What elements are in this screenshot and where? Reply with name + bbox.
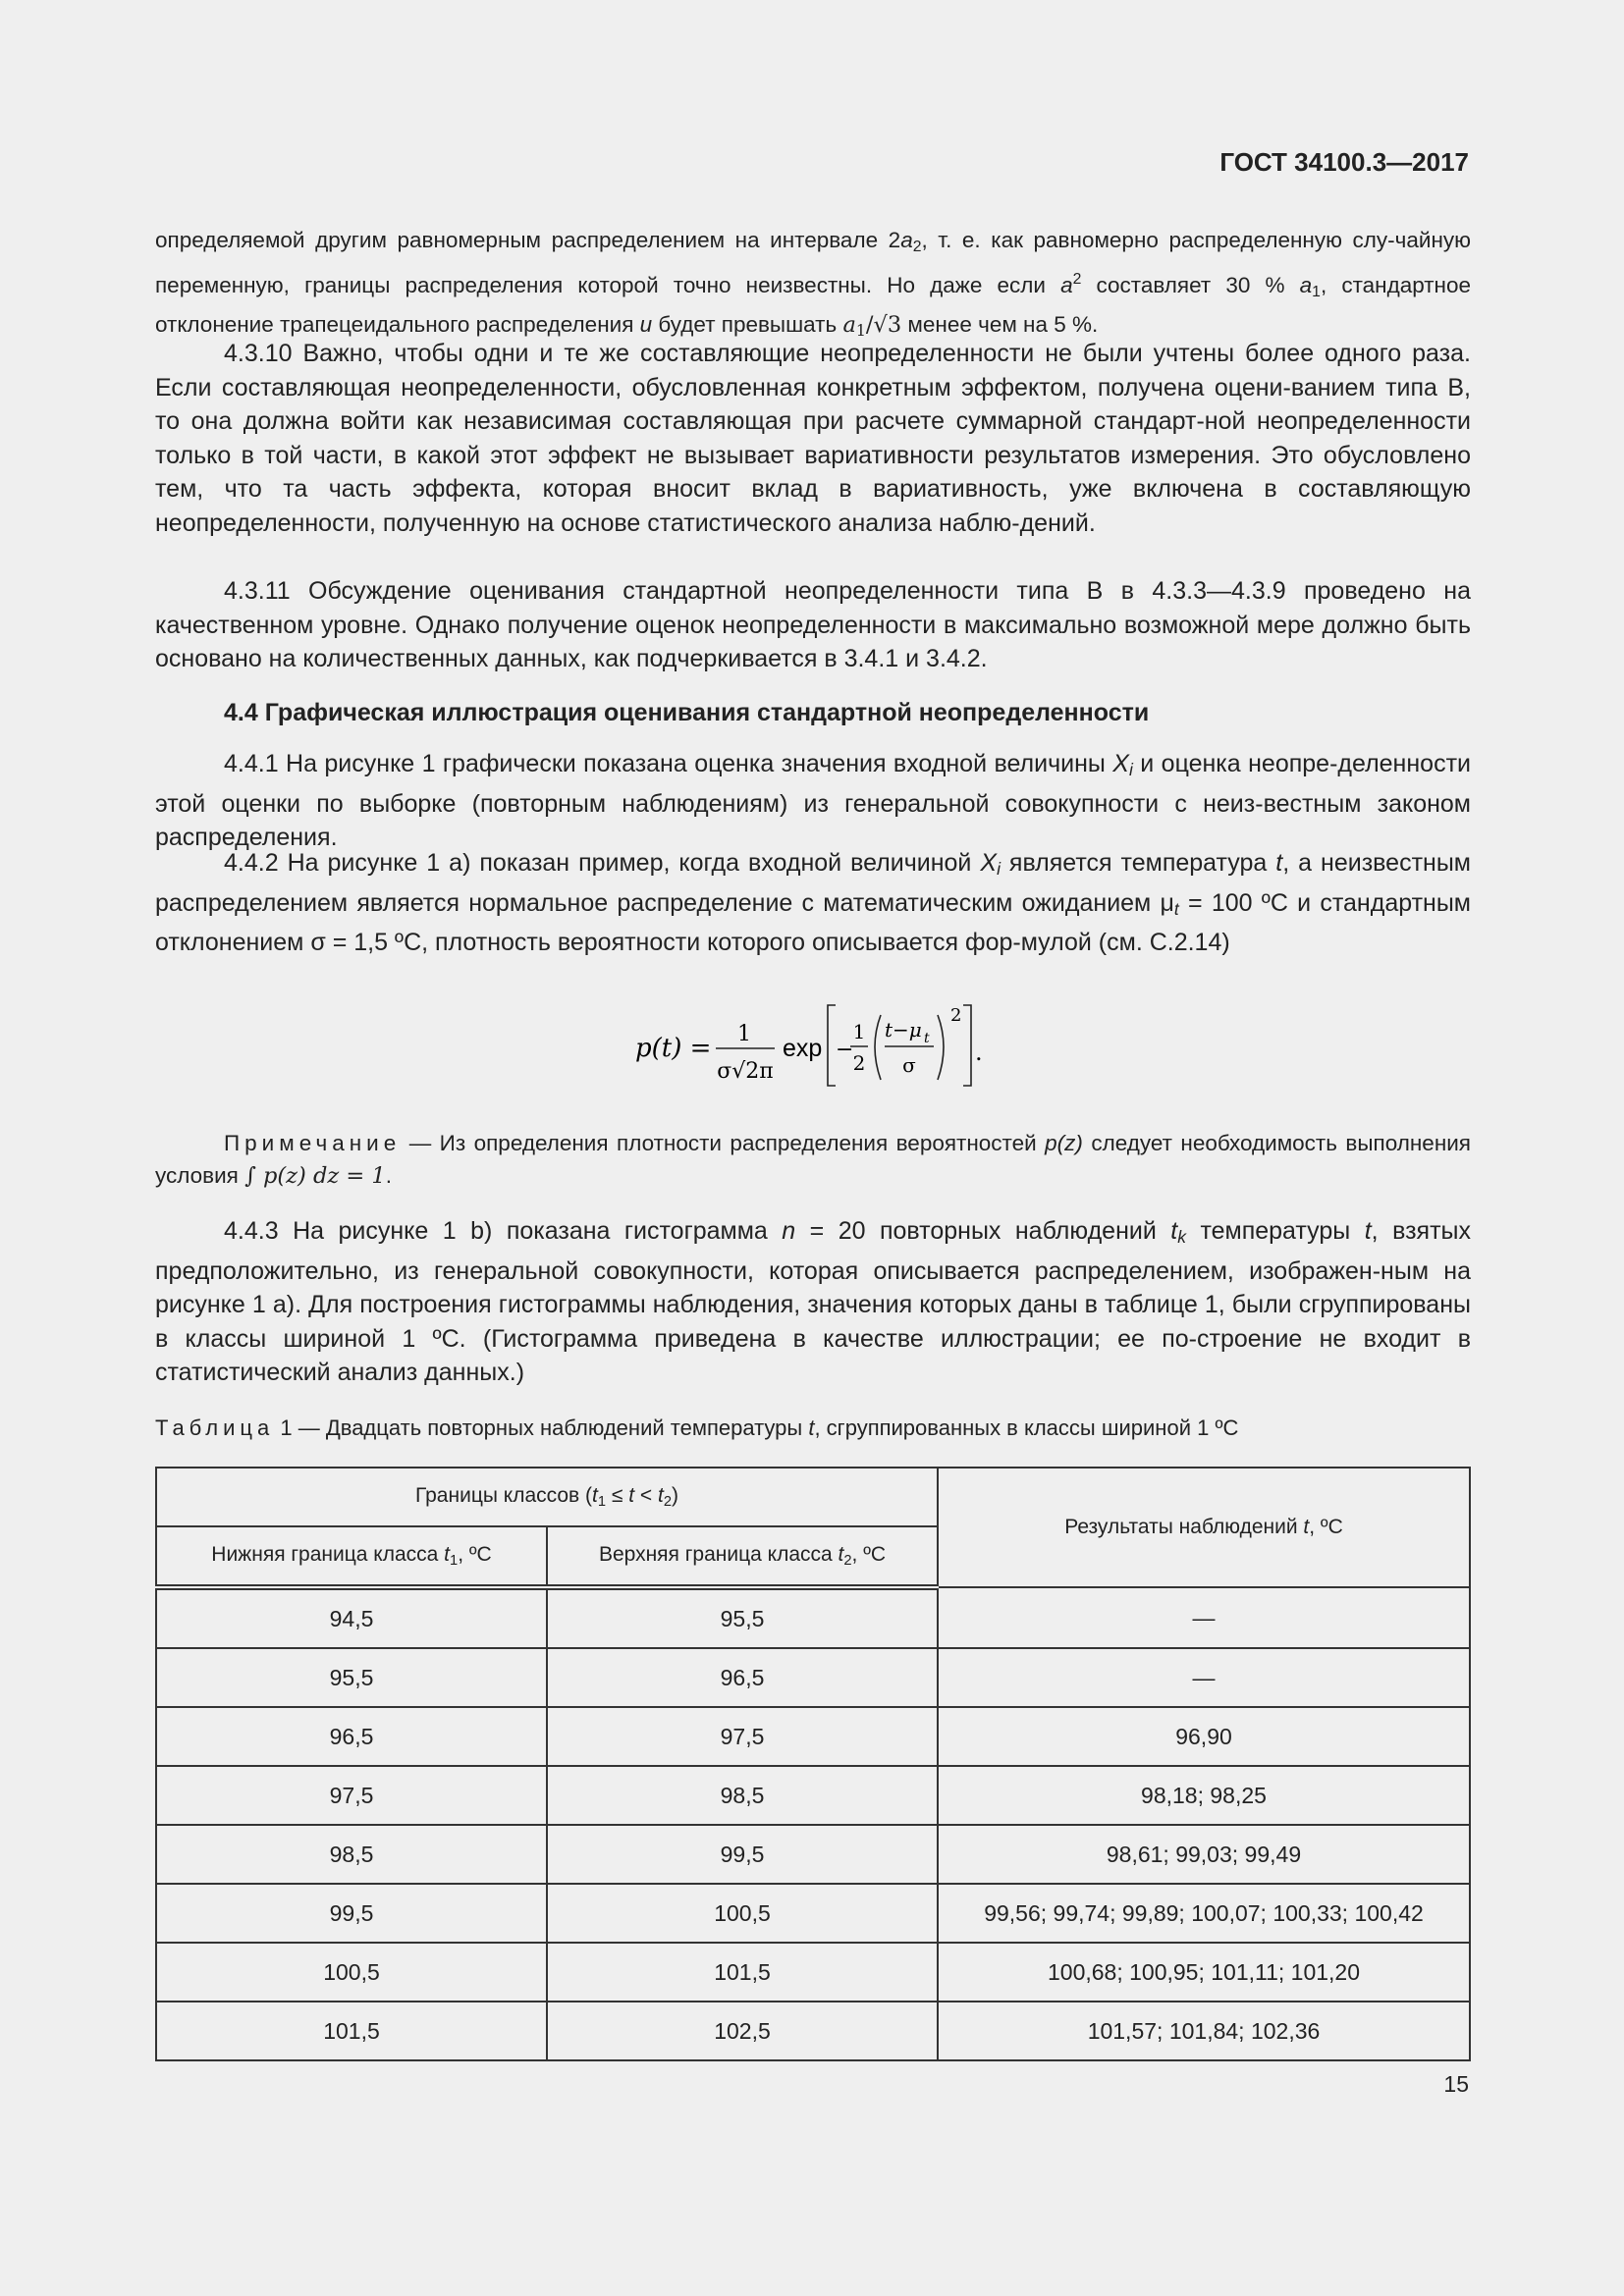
cell-lower: 96,5 (156, 1707, 547, 1766)
cell-upper: 98,5 (547, 1766, 938, 1825)
cell-results: — (938, 1587, 1470, 1648)
cell-results: 98,18; 98,25 (938, 1766, 1470, 1825)
cell-lower: 97,5 (156, 1766, 547, 1825)
paragraph-4-4-2: 4.4.2 На рисунке 1 а) показан пример, когда входной величиной $X_i$ является температура t, а неизвестным распределением является нормальное распределение с математическим ожиданием $\mu_t = 100$ ºС и стандартным отклонением σ = 1,5 ºС, плотность вероятности которого описывается фор-мулой (см. С.2.14) (155, 849, 1471, 956)
table-row (156, 1884, 1470, 1943)
header-results: Результаты наблюдений t, ºС (938, 1468, 1470, 1587)
cell-upper: 95,5 (547, 1587, 938, 1648)
formula-left-bracket (828, 1005, 836, 1086)
formula-right-bracket (963, 1005, 971, 1086)
cell-lower: 101,5 (156, 2002, 547, 2060)
cell-results: — (938, 1648, 1470, 1707)
formula-graphic (633, 991, 1006, 1099)
formula-half-num: 1 (852, 1020, 866, 1043)
formula-right-paren (938, 1015, 944, 1080)
section-heading-4-4: 4.4 Графическая иллюстрация оценивания стандартной неопределенности (224, 699, 1150, 726)
table-row (156, 1825, 1470, 1884)
table-row (156, 1587, 1470, 1648)
observations-table (155, 1467, 1471, 2061)
paragraph-4-4-1: 4.4.1 На рисунке 1 графически показана оценка значения входной величины $X_i$ и оценка неопре-деленности этой оценки по выборке (повторным наблюдениям) из генеральной совокупности с неиз-вестным законом распределения. (155, 750, 1471, 851)
cell-results: 101,57; 101,84; 102,36 (938, 2002, 1470, 2060)
formula-lhs: p(t) = (635, 1034, 712, 1063)
cell-lower: 100,5 (156, 1943, 547, 2002)
document-header: ГОСТ 34100.3—2017 (1219, 147, 1469, 177)
formula-half-den: 2 (852, 1051, 866, 1075)
cell-results: 98,61; 99,03; 99,49 (938, 1825, 1470, 1884)
formula-inner-sub: t (924, 1031, 930, 1046)
cell-lower: 99,5 (156, 1884, 547, 1943)
paragraph-continuation: определяемой другим равномерным распределением на интервале $2a_2$, т. е. как равномерно распределенную слу-чайную переменную, границы распределения которой точно неизвестны. Но даже если $a^2$ составляет 30 % $a_1$, стандартное отклонение трапецеидального распределения u будет превышать $a_1/√3$ менее чем на 5 %. (155, 228, 1471, 340)
cell-upper: 96,5 (547, 1648, 938, 1707)
cell-upper: 102,5 (547, 2002, 938, 2060)
note: Примечание — Из определения плотности распределения вероятностей p(z) следует необходимость выполнения условия ∫ p(z) dz = 1. (155, 1131, 1471, 1189)
cell-lower: 95,5 (156, 1648, 547, 1707)
header-lower-bound: Нижняя граница класса $t_1$, ºС (156, 1526, 547, 1587)
table-row (156, 1707, 1470, 1766)
formula-inner-den: σ (902, 1053, 916, 1077)
paragraph-4-3-10: 4.3.10 Важно, чтобы одни и те же составляющие неопределенности не были учтены более одного раза. Если составляющая неопределенности, обусловленная конкретным эффектом, получена оцени-ванием типа В, то она должна войти как независимая составляющая при расчете суммарной стандарт-ной неопределенности только в той части, в какой этот эффект не вызывает вариативности результатов измерения. Это обусловлено тем, что та часть эффекта, которая вносит вклад в вариативность, уже включена в составляющую неопределенности, полученную на основе статистического анализа наблю-дений. (155, 340, 1471, 537)
table-row (156, 1943, 1470, 2002)
formula-den: σ√2π (717, 1059, 774, 1084)
cell-results: 96,90 (938, 1707, 1470, 1766)
cell-upper: 97,5 (547, 1707, 938, 1766)
table-row (156, 1648, 1470, 1707)
paragraph-4-3-11: 4.3.11 Обсуждение оценивания стандартной неопределенности типа В в 4.3.3—4.3.9 проведено на качественном уровне. Однако получение оценок неопределенности в максимально возможной мере должно быть основано на количественных данных, как подчеркивается в 3.4.1 и 3.4.2. (155, 577, 1471, 672)
cell-results: 99,56; 99,74; 99,89; 100,07; 100,33; 100,42 (938, 1884, 1470, 1943)
formula-exp: exp (783, 1035, 823, 1062)
ratio-expression: $a_1/√3$ (842, 312, 902, 340)
formula-inner-num: t−μ (885, 1018, 922, 1041)
formula-dot: . (975, 1039, 983, 1066)
cell-upper: 99,5 (547, 1825, 938, 1884)
header-class-bounds: Границы классов $(t_1 \le t < t_2)$ (156, 1468, 938, 1526)
formula-power: 2 (950, 1005, 962, 1026)
table-row (156, 1766, 1470, 1825)
cell-upper: 101,5 (547, 1943, 938, 2002)
normal-density-formula (633, 991, 1006, 1099)
header-upper-bound: Верхняя граница класса $t_2$, ºС (547, 1526, 938, 1587)
table-caption: Таблица 1 — Двадцать повторных наблюдений температуры t, сгруппированных в классы шириной 1 ºС (155, 1415, 1239, 1440)
paragraph-4-4-3: 4.4.3 На рисунке 1 b) показана гистограмма n = 20 повторных наблюдений $t_k$ температуры t, взятых предположительно, из генеральной совокупности, которая описывается распределением, изображен-ным на рисунке 1 а). Для построения гистограммы наблюдения, значения которых даны в таблице 1, были сгруппированы в классы шириной 1 ºС. (Гистограмма приведена в качестве иллюстрации; ее по-строение не входит в статистический анализ данных.) (155, 1217, 1472, 1386)
formula-minus: − (836, 1038, 854, 1062)
cell-lower: 94,5 (156, 1587, 547, 1648)
cell-upper: 100,5 (547, 1884, 938, 1943)
table-row (156, 2002, 1470, 2060)
cell-lower: 98,5 (156, 1825, 547, 1884)
cell-results: 100,68; 100,95; 101,11; 101,20 (938, 1943, 1470, 2002)
page-number: 15 (1443, 2071, 1469, 2097)
formula-num: 1 (737, 1022, 751, 1046)
formula-left-paren (875, 1015, 881, 1080)
